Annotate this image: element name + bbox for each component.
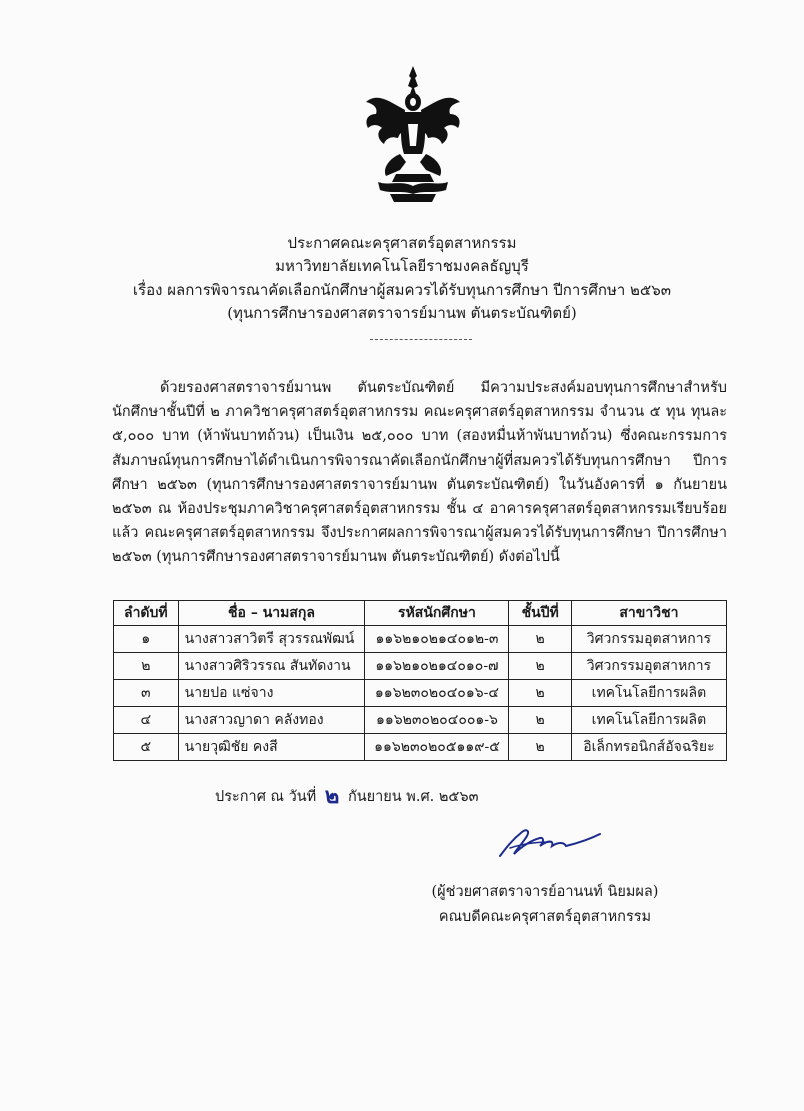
cell-name: นางสาวศิริวรรณ สันทัดงาน <box>178 653 365 680</box>
handwritten-signature <box>492 818 607 864</box>
cell-student-id: ๑๑๖๒๓๐๒๐๕๑๑๙-๕ <box>365 734 509 761</box>
org-line: ประกาศคณะครุศาสตร์อุตสาหกรรม <box>287 234 517 252</box>
header-department: สาขาวิชา <box>571 601 726 626</box>
table-row <box>114 653 727 680</box>
cell-name: นายปอ แซ่จาง <box>178 680 365 707</box>
cell-year: ๒ <box>509 626 571 653</box>
scholarship-results-table <box>113 600 727 761</box>
cell-name: นายวุฒิชัย คงสี <box>178 734 365 761</box>
cell-student-id: ๑๑๖๒๑๐๒๑๔๐๑๒-๓ <box>365 626 509 653</box>
cell-department: วิศวกรรมอุตสาหการ <box>571 626 726 653</box>
announcement-day: ๒ <box>324 783 340 809</box>
scholarship-line: (ทุนการศึกษารองศาสตราจารย์มานพ ตันตระบัณฑิตย์) <box>227 304 577 322</box>
cell-student-id: ๑๑๖๒๑๐๒๑๔๐๑๐-๗ <box>365 653 509 680</box>
announcement-date <box>215 778 479 813</box>
signer-block <box>400 880 690 930</box>
cell-no: ๔ <box>114 707 179 734</box>
cell-student-id: ๑๑๖๒๓๐๒๐๔๐๐๑-๖ <box>365 707 509 734</box>
body-paragraph <box>112 376 727 570</box>
table-row <box>114 734 727 761</box>
cell-year: ๒ <box>509 653 571 680</box>
cell-name: นางสาวญาดา คลังทอง <box>178 707 365 734</box>
cell-year: ๒ <box>509 707 571 734</box>
cell-year: ๒ <box>509 680 571 707</box>
cell-name: นางสาวสาวิตรี สุวรรณพัฒน์ <box>178 626 365 653</box>
header-student-id: รหัสนักศึกษา <box>365 601 509 626</box>
garuda-emblem-icon <box>360 62 466 207</box>
university-line: มหาวิทยาลัยเทคโนโลยีราชมงคลธัญบุรี <box>275 257 529 275</box>
table-header-row <box>114 601 727 626</box>
signer-name: (ผู้ช่วยศาสตราจารย์อานนท์ นิยมผล) <box>431 884 659 900</box>
header-no: ลำดับที่ <box>114 601 179 626</box>
cell-no: ๓ <box>114 680 179 707</box>
heading-divider <box>370 339 472 340</box>
table-row <box>114 626 727 653</box>
header-year: ชั้นปีที่ <box>509 601 571 626</box>
signer-position: คณบดีคณะครุศาสตร์อุตสาหกรรม <box>438 909 652 925</box>
announcement-prefix: ประกาศ ณ วันที่ <box>215 789 317 805</box>
cell-no: ๕ <box>114 734 179 761</box>
cell-department: อิเล็กทรอนิกส์อัจฉริยะ <box>571 734 726 761</box>
table-row <box>114 680 727 707</box>
header-name: ชื่อ – นามสกุล <box>178 601 365 626</box>
announcement-suffix: กันยายน พ.ศ. ๒๕๖๓ <box>347 789 479 805</box>
cell-no: ๑ <box>114 626 179 653</box>
cell-student-id: ๑๑๖๒๓๐๒๐๔๐๑๖-๔ <box>365 680 509 707</box>
body-paragraph-text: ด้วยรองศาสตราจารย์มานพ ตันตระบัณฑิตย์ มีความประสงค์มอบทุนการศึกษาสำหรับนักศึกษาชั้นปีที่ ๒ ภาควิชาครุศาสตร์อุตสาหกรรม คณะครุศาสตร์อุตสาหกรรม จำนวน ๕ ทุน ทุนละ ๕,๐๐๐ บาท (ห้าพันบาทถ้วน) เป็นเงิน ๒๕,๐๐๐ บาท (สองหมื่นห้าพันบาทถ้วน) ซึ่งคณะกรรมการสัมภาษณ์ทุนการศึกษาได้ดำเนินการพิจารณาคัดเลือกนักศึกษาผู้ที่สมควรได้รับทุนการศึกษา ปีการศึกษา ๒๕๖๓ (ทุนการศึกษารองศาสตราจารย์มานพ ตันตระบัณฑิตย์) ในวันอังคารที่ ๑ กันยายน ๒๕๖๓ ณ ห้องประชุมภาควิชาครุศาสตร์อุตสาหกรรม ชั้น ๔ อาคารครุศาสตร์อุตสาหกรรมเรียบร้อยแล้ว คณะครุศาสตร์อุตสาหกรรม จึงประกาศผลการพิจารณาผู้สมควรได้รับทุนการศึกษา ปีการศึกษา ๒๕๖๓ (ทุนการศึกษารองศาสตราจารย์มานพ ตันตระบัณฑิตย์) ดังต่อไปนี้ <box>112 380 727 566</box>
cell-no: ๒ <box>114 653 179 680</box>
cell-year: ๒ <box>509 734 571 761</box>
cell-department: วิศวกรรมอุตสาหการ <box>571 653 726 680</box>
cell-department: เทคโนโลยีการผลิต <box>571 680 726 707</box>
subject-line: เรื่อง ผลการพิจารณาคัดเลือกนักศึกษาผู้สมควรได้รับทุนการศึกษา ปีการศึกษา ๒๕๖๓ <box>132 281 672 299</box>
cell-department: เทคโนโลยีการผลิต <box>571 707 726 734</box>
table-row <box>114 707 727 734</box>
